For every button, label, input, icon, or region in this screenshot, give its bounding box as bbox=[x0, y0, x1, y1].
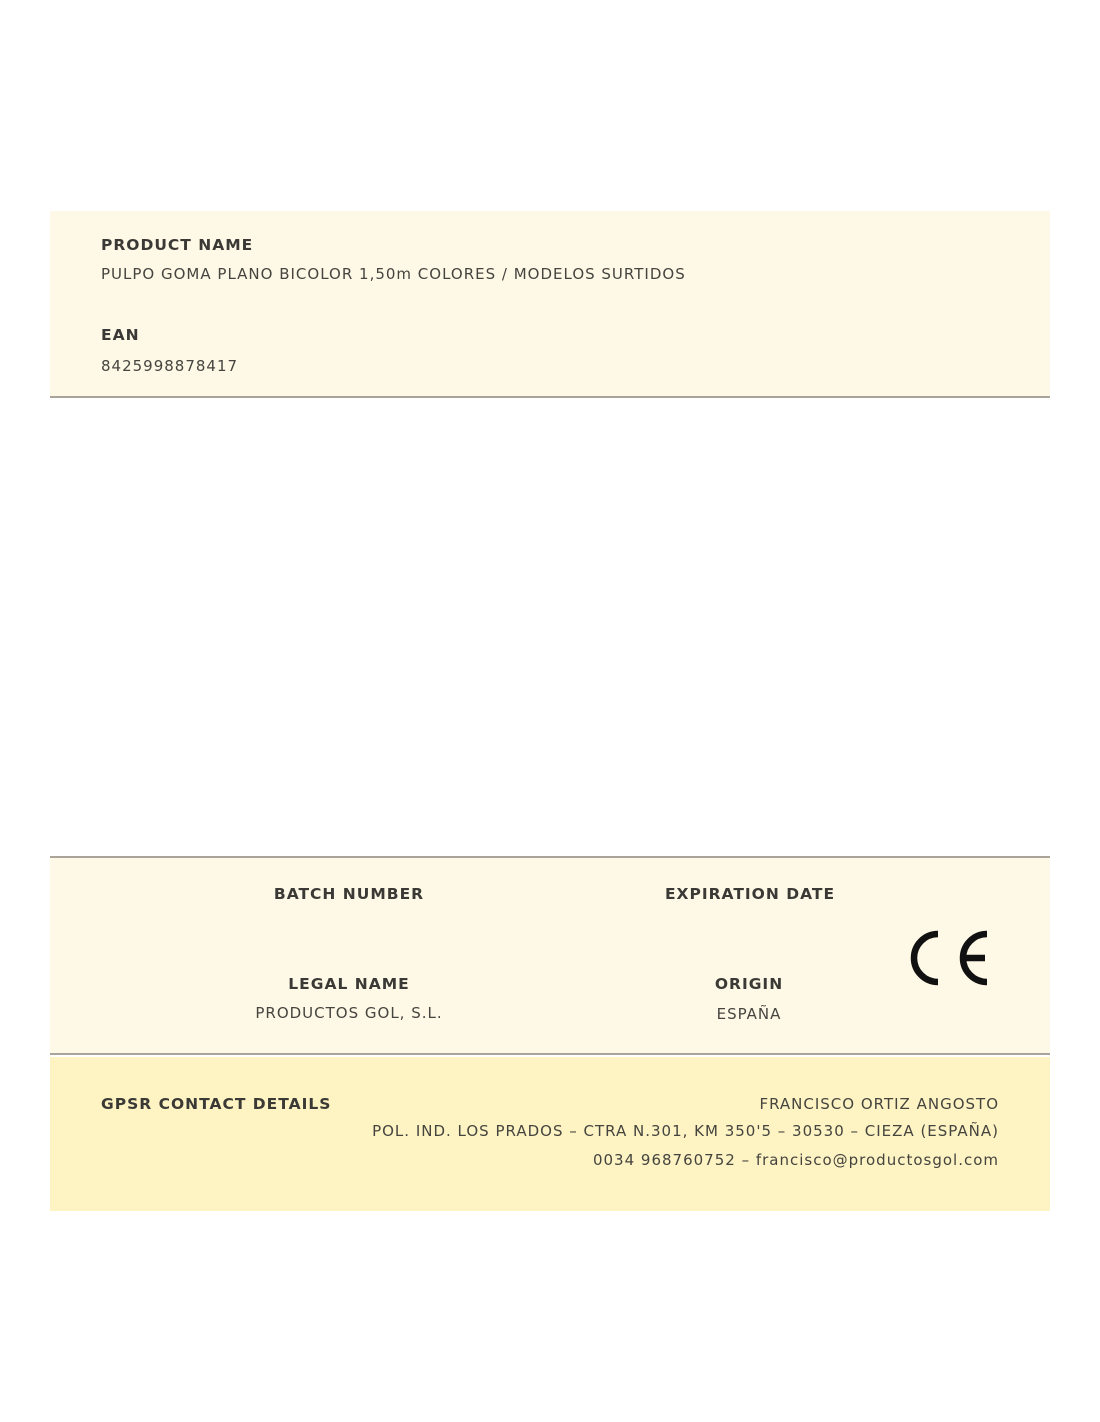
gpsr-contact-panel bbox=[50, 1057, 1050, 1211]
contact-address: POL. IND. LOS PRADOS – CTRA N.301, KM 350'5 – 30530 – CIEZA (ESPAÑA) bbox=[372, 1122, 999, 1140]
product-details-panel bbox=[50, 856, 1050, 1055]
gpsr-contact-label: GPSR CONTACT DETAILS bbox=[101, 1095, 332, 1113]
contact-phone-email: 0034 968760752 – francisco@productosgol.com bbox=[592, 1151, 999, 1169]
batch-number-label: BATCH NUMBER bbox=[273, 885, 425, 903]
product-info-panel bbox=[50, 211, 1050, 398]
origin-value: ESPAÑA bbox=[716, 1005, 782, 1023]
contact-person-name: FRANCISCO ORTIZ ANGOSTO bbox=[759, 1095, 999, 1113]
ce-mark-icon bbox=[908, 928, 990, 988]
product-name-label: PRODUCT NAME bbox=[101, 236, 254, 254]
legal-name-label: LEGAL NAME bbox=[288, 975, 410, 993]
expiration-date-label: EXPIRATION DATE bbox=[664, 885, 836, 903]
legal-name-value: PRODUCTOS GOL, S.L. bbox=[255, 1004, 443, 1022]
product-name-value: PULPO GOMA PLANO BICOLOR 1,50m COLORES / MODELOS SURTIDOS bbox=[101, 265, 686, 283]
ean-label: EAN bbox=[101, 326, 140, 344]
origin-label: ORIGIN bbox=[714, 975, 784, 993]
ean-value: 8425998878417 bbox=[101, 357, 239, 375]
